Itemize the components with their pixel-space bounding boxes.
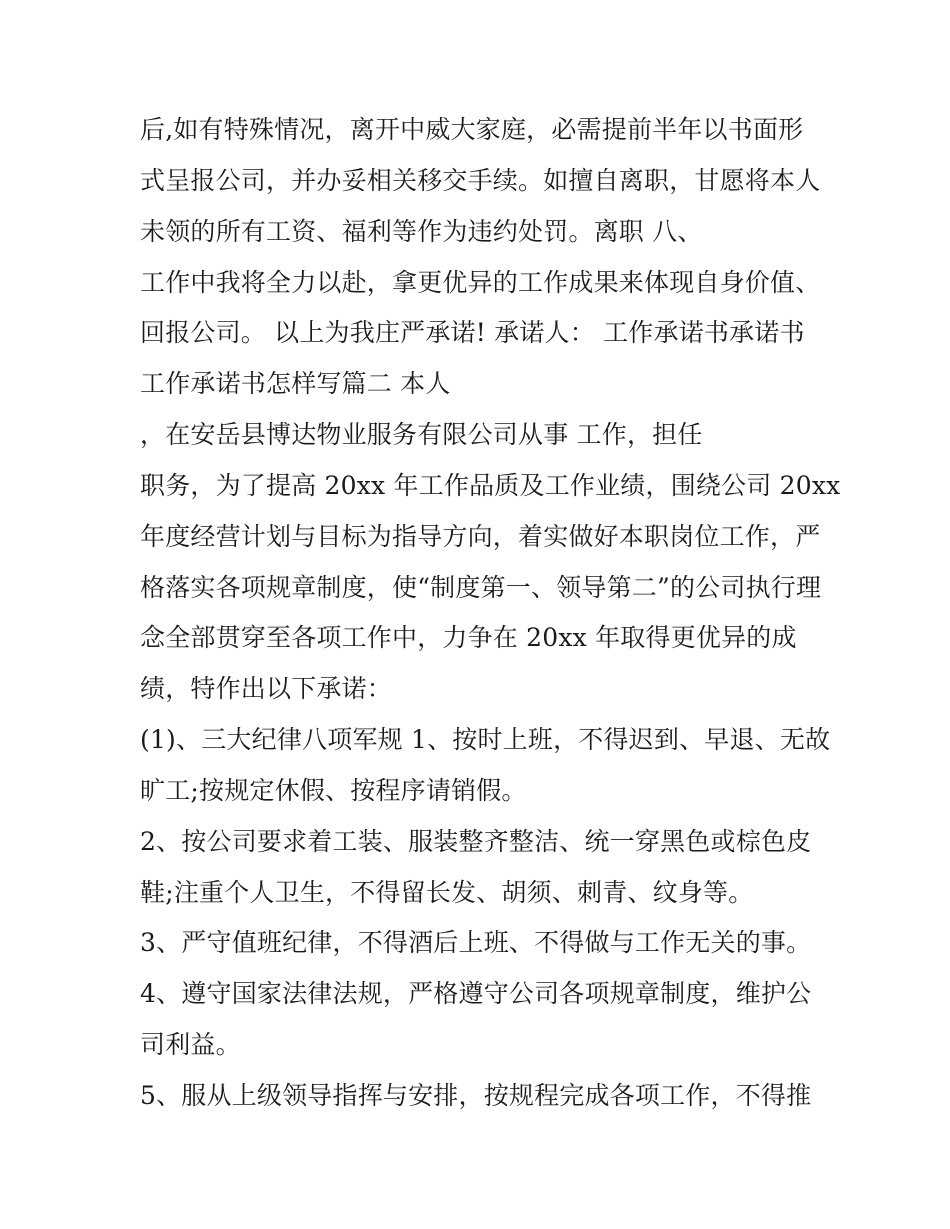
text-line: 旷工;按规定休假、按程序请销假。 [140, 776, 527, 805]
text-line: 式呈报公司，并办妥相关移交手续。如擅自离职，甘愿将本人 [140, 166, 821, 195]
text-line: ，在安岳县博达物业服务有限公司从事 工作，担任 [140, 420, 703, 449]
text-line: 司利益。 [140, 1030, 241, 1059]
text-line: 未领的所有工资、福利等作为违约处罚。离职 八、 [140, 217, 703, 246]
text-line: 职务，为了提高 20xx 年工作品质及工作业绩，围绕公司 20xx [140, 471, 841, 500]
text-line: 年度经营计划与目标为指导方向，着实做好本职岗位工作，严 [140, 522, 821, 551]
text-line: 回报公司。 以上为我庄严承诺! 承诺人： 工作承诺书承诺书 [140, 318, 805, 347]
text-line: 念全部贯穿至各项工作中，力争在 20xx 年取得更优异的成 [140, 623, 797, 652]
text-line: 格落实各项规章制度，使“制度第一、领导第二”的公司执行理 [140, 573, 822, 602]
text-line: 后,如有特殊情况，离开中威大家庭，必需提前半年以书面形 [140, 115, 804, 144]
text-line: 2、按公司要求着工装、服装整齐整洁、统一穿黑色或棕色皮 [140, 827, 812, 856]
text-line: 3、严守值班纪律，不得酒后上班、不得做与工作无关的事。 [140, 928, 812, 957]
text-line: 4、遵守国家法律法规，严格遵守公司各项规章制度，维护公 [140, 979, 812, 1008]
text-line: 工作承诺书怎样写篇二 本人 [140, 369, 451, 398]
text-line: 绩，特作出以下承诺： [140, 674, 393, 703]
text-line: (1)、三大纪律八项军规 1、按时上班，不得迟到、早退、无故 [140, 725, 831, 754]
text-line: 5、服从上级领导指挥与安排，按规程完成各项工作，不得推 [140, 1081, 812, 1110]
text-line: 鞋;注重个人卫生，不得留长发、胡须、刺青、纹身等。 [140, 878, 754, 907]
text-line: 工作中我将全力以赴，拿更优异的工作成果来体现自身价值、 [140, 268, 821, 297]
